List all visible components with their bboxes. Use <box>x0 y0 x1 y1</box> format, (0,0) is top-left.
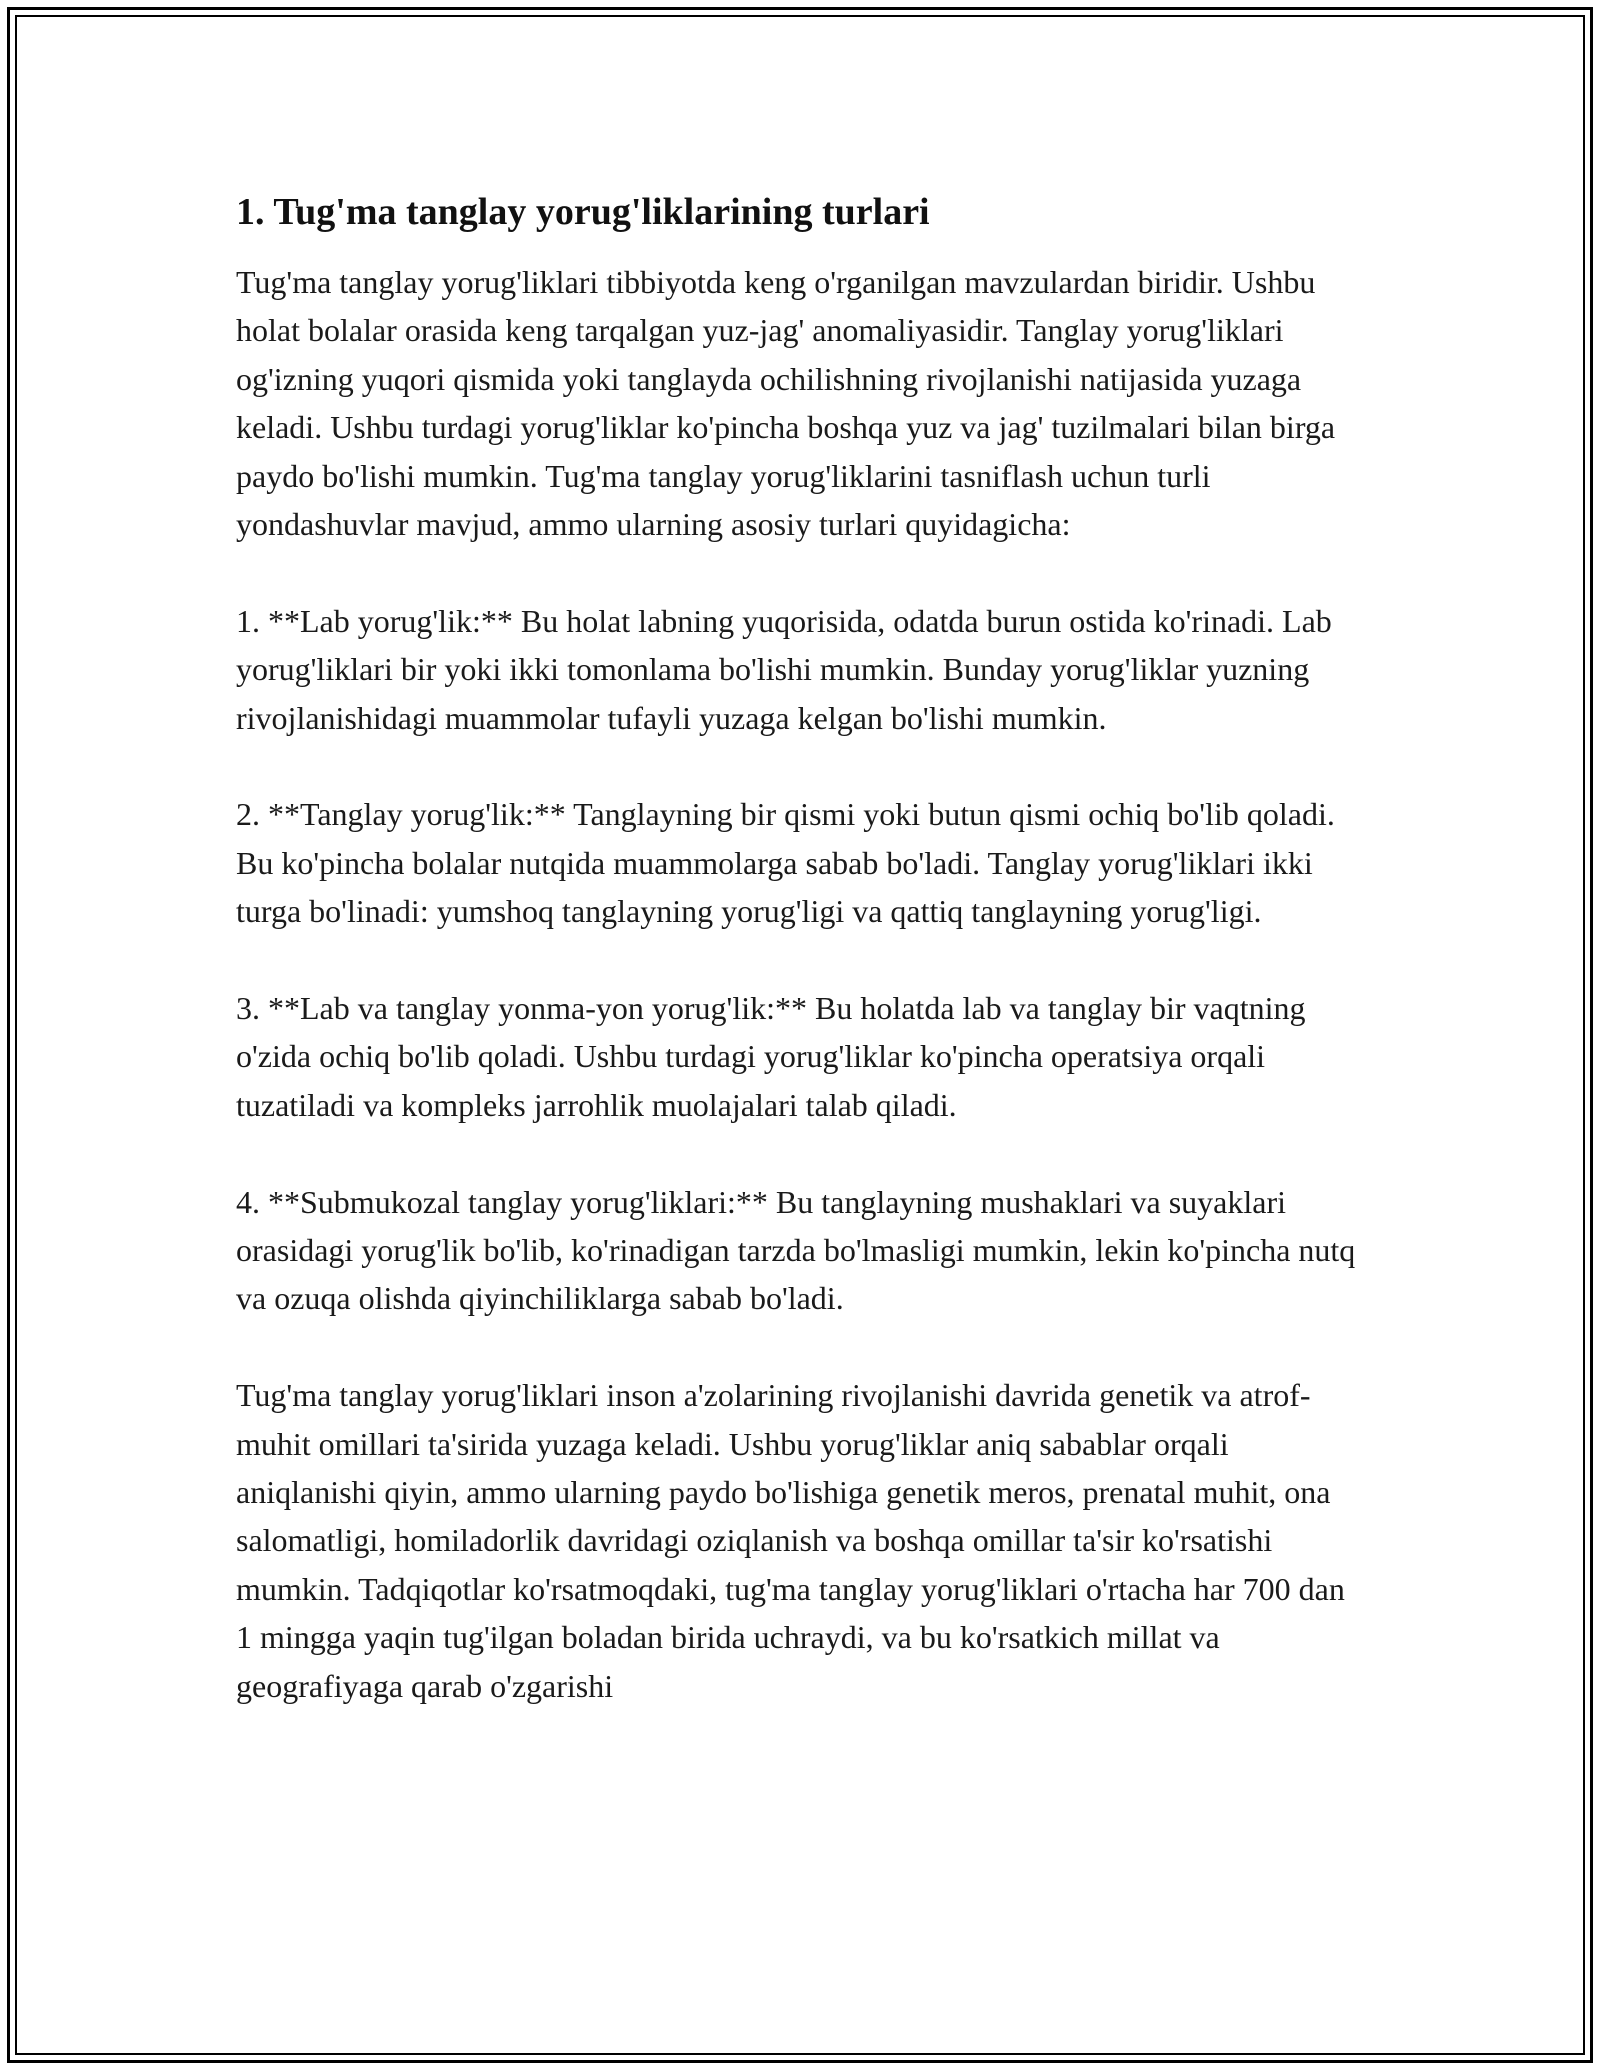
document-body <box>236 188 1366 1710</box>
list-item-lab: 1. **Lab yorug'lik:** Bu holat labning yuqorisida, odatda burun ostida ko'rinadi. Lab yorug'liklari bir yoki ikki tomonlama bo'lishi mumkin. Bunday yorug'liklar yuzning rivojlanishidagi muammolar tufayli yuzaga kelgan bo'lishi mumkin. <box>236 602 1332 736</box>
list-item-tanglay: 2. **Tanglay yorug'lik:** Tanglayning bir qismi yoki butun qismi ochiq bo'lib qoladi. Bu ko'pincha bolalar nutqida muammolarga sabab bo'ladi. Tanglay yorug'liklari ikki turga bo'linadi: yumshoq tanglayning yorug'ligi va qattiq tanglayning yorug'ligi. <box>236 796 1335 930</box>
list-item-submukozal: 4. **Submukozal tanglay yorug'liklari:** Bu tanglayning mushaklari va suyaklari orasidagi yorug'lik bo'lib, ko'rinadigan tarzda bo'lmasligi mumkin, lekin ko'pincha nutq va ozuqa olishda qiyinchiliklarga sabab bo'ladi. <box>236 1183 1356 1317</box>
causes-paragraph: Tug'ma tanglay yorug'liklari inson a'zolarining rivojlanishi davrida genetik va atrof-muhit omillari ta'sirida yuzaga keladi. Ushbu yorug'liklar aniq sabablar orqali aniqlanishi qiyin, ammo ularning paydo bo'lishiga genetik meros, prenatal muhit, ona salomatligi, homiladorlik davridagi oziqlanish va boshqa omillar ta'sir ko'rsatishi mumkin. Tadqiqotlar ko'rsatmoqdaki, tug'ma tanglay yorug'liklari o'rtacha har 700 dan 1 mingga yaqin tug'ilgan boladan birida uchraydi, va bu ko'rsatkich millat va geografiyaga qarab o'zgarishi <box>236 1377 1345 1704</box>
list-item-lab-va-tanglay: 3. **Lab va tanglay yonma-yon yorug'lik:** Bu holatda lab va tanglay bir vaqtning o'zida ochiq bo'lib qoladi. Ushbu turdagi yorug'liklar ko'pincha operatsiya orqali tuzatiladi va kompleks jarrohlik muolajalari talab qiladi. <box>236 990 1306 1123</box>
intro-paragraph: Tug'ma tanglay yorug'liklari tibbiyotda keng o'rganilgan mavzulardan biridir. Ushbu holat bolalar orasida keng tarqalgan yuz-jag' anomaliyasidir. Tanglay yorug'liklari og'izning yuqori qismida yoki tanglayda ochilishning rivojlanishi natijasida yuzaga keladi. Ushbu turdagi yorug'liklar ko'pincha boshqa yuz va jag' tuzilmalari bilan birga paydo bo'lishi mumkin. Tug'ma tanglay yorug'liklarini tasniflash uchun turli yondashuvlar mavjud, ammo ularning asosiy turlari quyidagicha: <box>236 264 1336 543</box>
section-heading: 1. Tug'ma tanglay yorug'liklarining turlari <box>236 191 930 233</box>
